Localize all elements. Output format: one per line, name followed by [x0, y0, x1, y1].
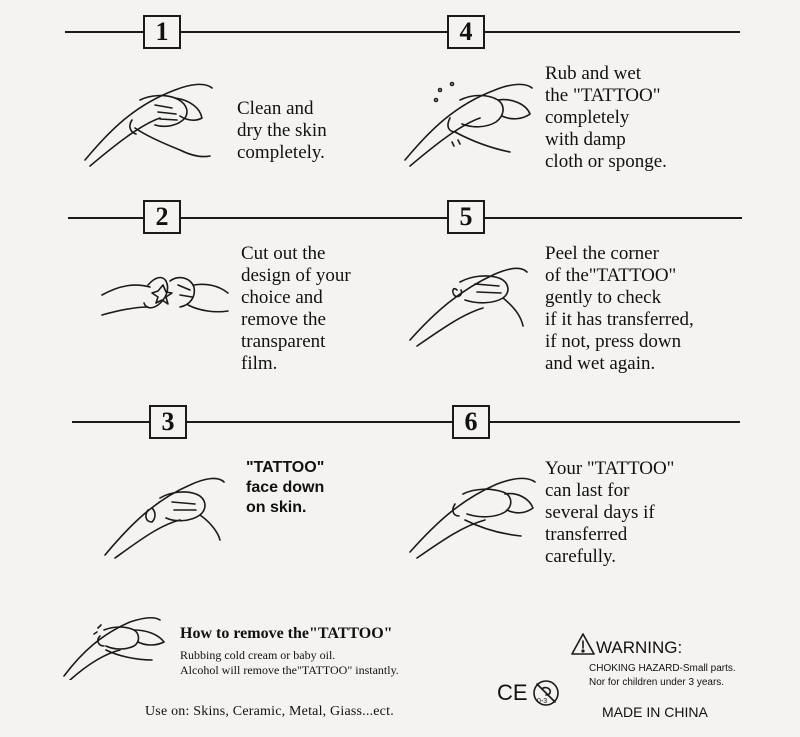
divider-row-1 [65, 31, 400, 33]
remove-line-1: Rubbing cold cream or baby oil. [180, 648, 336, 662]
step-number-6: 6 [452, 405, 490, 439]
warning-line-1: CHOKING HAZARD-Small parts. [589, 663, 736, 674]
step-number-4: 4 [447, 15, 485, 49]
divider-row-2 [68, 217, 400, 219]
step-4-text: Rub and wet the "TATTOO" completely with damp cloth or sponge. [545, 63, 667, 172]
hand-removing-icon [60, 600, 175, 680]
warning-title: WARNING: [596, 638, 683, 657]
hand-rubbing-icon [400, 70, 540, 170]
step-number-2: 2 [143, 200, 181, 234]
ce-mark: CE [497, 680, 528, 705]
hand-pressing-icon [100, 460, 230, 560]
made-in-label: MADE IN CHINA [602, 704, 708, 720]
step-number-1: 1 [143, 15, 181, 49]
step-number-3: 3 [149, 405, 187, 439]
divider-row-3-right [400, 421, 740, 423]
age-badge-label: 0-3 [537, 698, 548, 705]
remove-title: How to remove the"TATTOO" [180, 625, 393, 642]
step-5-text: Peel the corner of the"TATTOO" gently to check if it has transferred, if not, press down and wet again. [545, 243, 694, 374]
divider-row-3 [72, 421, 400, 423]
hand-finished-icon [405, 460, 545, 560]
warning-line-2: Nor for children under 3 years. [589, 677, 725, 688]
remove-line-2: Alcohol will remove the"TATTOO" instantly. [180, 663, 399, 677]
use-on-text: Use on: Skins, Ceramic, Metal, Giass...ect. [145, 704, 394, 719]
step-number-5: 5 [447, 200, 485, 234]
hand-peeling-icon [405, 250, 535, 350]
step-6-text: Your "TATTOO" can last for several days if transferred carefully. [545, 458, 675, 567]
step-3-text: "TATTOO" face down on skin. [246, 459, 325, 516]
step-1-text: Clean and dry the skin completely. [237, 98, 327, 163]
hand-cutting-icon [100, 255, 230, 345]
step-2-text: Cut out the design of your choice and remove the transparent film. [241, 243, 351, 374]
warning-triangle-icon [570, 632, 596, 656]
hand-wiping-icon [80, 70, 220, 170]
